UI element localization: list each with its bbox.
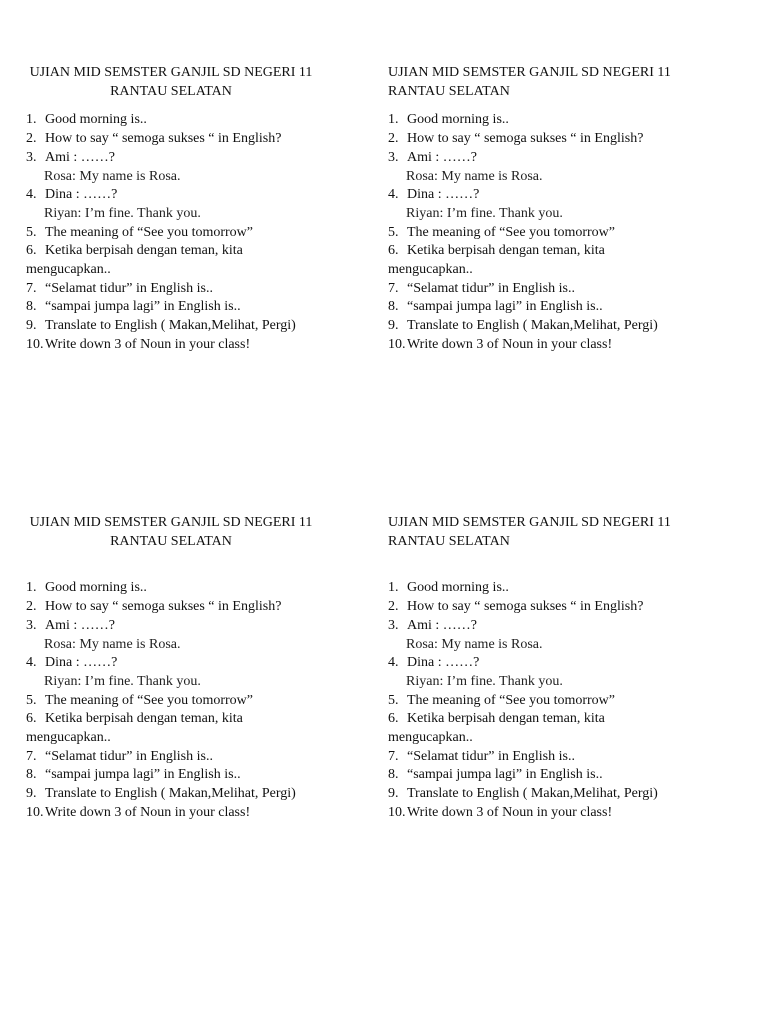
question-number: 5. — [388, 692, 399, 708]
question-number: 3. — [26, 617, 37, 633]
question-number: 1. — [26, 580, 37, 596]
question-number: 7. — [388, 748, 399, 764]
exam-title — [388, 514, 698, 551]
question-6 — [388, 710, 698, 729]
question-6 — [388, 242, 698, 261]
question-number: 7. — [26, 280, 37, 296]
question-9 — [388, 785, 698, 804]
question-number: 1. — [388, 580, 399, 596]
question-number: 3. — [388, 617, 399, 633]
question-5 — [26, 224, 336, 243]
exam-title — [388, 64, 698, 101]
question-10 — [388, 336, 698, 355]
question-number: 5. — [26, 692, 37, 708]
question-text: Ketika berpisah dengan teman, kita — [45, 711, 243, 727]
question-number: 5. — [26, 224, 37, 240]
question-2 — [388, 130, 698, 149]
question-text: “sampai jumpa lagi” in English is.. — [407, 299, 603, 315]
question-text: Ketika berpisah dengan teman, kita — [45, 243, 243, 259]
exam-sheet-bottom-left — [26, 514, 336, 823]
question-text: How to say “ semoga sukses “ in English? — [407, 131, 644, 147]
question-8 — [26, 298, 336, 317]
question-2 — [26, 598, 336, 617]
question-text: Dina : ……? — [407, 655, 480, 671]
question-5 — [26, 692, 336, 711]
question-number: 10. — [388, 336, 406, 352]
exam-sheet-top-left — [26, 64, 336, 355]
question-text: Good morning is.. — [45, 580, 147, 596]
question-text: Good morning is.. — [45, 112, 147, 128]
question-number: 10. — [26, 336, 44, 352]
question-text: “Selamat tidur” in English is.. — [407, 280, 575, 296]
question-text: The meaning of “See you tomorrow” — [407, 692, 615, 708]
question-6-continuation: mengucapkan.. — [26, 262, 111, 278]
question-9 — [26, 317, 336, 336]
question-8 — [388, 766, 698, 785]
question-4-answer: Riyan: I’m fine. Thank you. — [44, 673, 201, 689]
question-10 — [26, 804, 336, 823]
question-text: Dina : ……? — [407, 187, 480, 203]
question-1 — [26, 111, 336, 130]
question-4-answer: Riyan: I’m fine. Thank you. — [406, 205, 563, 221]
question-6-continuation: mengucapkan.. — [26, 730, 111, 746]
question-9 — [388, 317, 698, 336]
question-number: 6. — [26, 711, 37, 727]
question-text: Ketika berpisah dengan teman, kita — [407, 243, 605, 259]
question-text: “Selamat tidur” in English is.. — [45, 280, 213, 296]
question-7 — [388, 748, 698, 767]
question-number: 4. — [26, 655, 37, 671]
question-6-continuation: mengucapkan.. — [388, 730, 473, 746]
question-7 — [26, 748, 336, 767]
question-text: Ami : ……? — [407, 149, 477, 165]
question-4-answer: Riyan: I’m fine. Thank you. — [44, 205, 201, 221]
question-text: How to say “ semoga sukses “ in English? — [45, 131, 282, 147]
question-6 — [26, 242, 336, 261]
question-text: Write down 3 of Noun in your class! — [407, 804, 613, 820]
question-5 — [388, 692, 698, 711]
question-number: 1. — [388, 112, 399, 128]
question-text: Dina : ……? — [45, 655, 118, 671]
question-text: Write down 3 of Noun in your class! — [45, 804, 251, 820]
question-text: “Selamat tidur” in English is.. — [407, 748, 575, 764]
question-number: 7. — [388, 280, 399, 296]
question-text: “Selamat tidur” in English is.. — [45, 748, 213, 764]
question-text: Ketika berpisah dengan teman, kita — [407, 711, 605, 727]
question-number: 6. — [388, 243, 399, 259]
question-text: Ami : ……? — [45, 617, 115, 633]
question-1 — [388, 579, 698, 598]
question-number: 3. — [26, 149, 37, 165]
exam-sheet-top-right — [388, 64, 698, 355]
question-text: The meaning of “See you tomorrow” — [45, 692, 253, 708]
question-5 — [388, 224, 698, 243]
question-number: 8. — [388, 299, 399, 315]
question-text: Translate to English ( Makan,Melihat, Pergi) — [45, 318, 296, 334]
question-3-answer: Rosa: My name is Rosa. — [406, 168, 543, 184]
question-8 — [388, 298, 698, 317]
question-text: The meaning of “See you tomorrow” — [45, 224, 253, 240]
question-8 — [26, 766, 336, 785]
question-number: 8. — [388, 767, 399, 783]
exam-title-line1: UJIAN MID SEMSTER GANJIL SD NEGERI 11 — [388, 65, 671, 80]
question-1 — [26, 579, 336, 598]
question-number: 8. — [26, 767, 37, 783]
question-3 — [26, 617, 336, 636]
exam-title — [26, 64, 316, 101]
exam-title-line2: RANTAU SELATAN — [388, 533, 510, 549]
question-text: “sampai jumpa lagi” in English is.. — [407, 767, 603, 783]
exam-sheet-bottom-right — [388, 514, 698, 823]
question-text: Ami : ……? — [45, 149, 115, 165]
question-4 — [388, 654, 698, 673]
exam-title-line2: RANTAU SELATAN — [388, 83, 510, 99]
question-3 — [388, 149, 698, 168]
question-text: Write down 3 of Noun in your class! — [45, 336, 251, 352]
question-3-answer: Rosa: My name is Rosa. — [44, 636, 181, 652]
question-text: Translate to English ( Makan,Melihat, Pergi) — [407, 318, 658, 334]
question-4-answer: Riyan: I’m fine. Thank you. — [406, 673, 563, 689]
question-4 — [26, 186, 336, 205]
question-number: 2. — [26, 599, 37, 615]
question-10 — [26, 336, 336, 355]
question-text: “sampai jumpa lagi” in English is.. — [45, 767, 241, 783]
exam-title-line1: UJIAN MID SEMSTER GANJIL SD NEGERI 11 — [29, 65, 313, 80]
question-6-continuation: mengucapkan.. — [388, 262, 473, 278]
question-number: 2. — [26, 131, 37, 147]
question-4 — [388, 186, 698, 205]
question-number: 6. — [26, 243, 37, 259]
exam-title — [26, 514, 316, 551]
question-number: 1. — [26, 112, 37, 128]
question-text: Good morning is.. — [407, 580, 509, 596]
question-number: 4. — [388, 187, 399, 203]
exam-title-line1: UJIAN MID SEMSTER GANJIL SD NEGERI 11 — [388, 515, 671, 530]
question-4 — [26, 654, 336, 673]
question-number: 10. — [26, 804, 44, 820]
question-number: 5. — [388, 224, 399, 240]
question-7 — [388, 280, 698, 299]
question-3 — [26, 149, 336, 168]
exam-title-line2: RANTAU SELATAN — [110, 533, 232, 549]
question-3 — [388, 617, 698, 636]
question-6 — [26, 710, 336, 729]
question-text: Write down 3 of Noun in your class! — [407, 336, 613, 352]
question-number: 9. — [26, 786, 37, 802]
question-text: Dina : ……? — [45, 187, 118, 203]
question-text: Good morning is.. — [407, 112, 509, 128]
question-text: The meaning of “See you tomorrow” — [407, 224, 615, 240]
question-number: 2. — [388, 599, 399, 615]
question-2 — [388, 598, 698, 617]
question-number: 3. — [388, 149, 399, 165]
question-text: “sampai jumpa lagi” in English is.. — [45, 299, 241, 315]
question-1 — [388, 111, 698, 130]
question-number: 4. — [26, 187, 37, 203]
question-number: 7. — [26, 748, 37, 764]
question-text: Ami : ……? — [407, 617, 477, 633]
exam-title-line1: UJIAN MID SEMSTER GANJIL SD NEGERI 11 — [29, 515, 313, 530]
question-text: Translate to English ( Makan,Melihat, Pergi) — [407, 786, 658, 802]
question-number: 9. — [388, 786, 399, 802]
question-number: 2. — [388, 131, 399, 147]
question-7 — [26, 280, 336, 299]
question-9 — [26, 785, 336, 804]
question-number: 6. — [388, 711, 399, 727]
question-3-answer: Rosa: My name is Rosa. — [44, 168, 181, 184]
question-10 — [388, 804, 698, 823]
question-text: How to say “ semoga sukses “ in English? — [407, 599, 644, 615]
question-number: 4. — [388, 655, 399, 671]
question-number: 8. — [26, 299, 37, 315]
question-number: 9. — [26, 318, 37, 334]
question-text: Translate to English ( Makan,Melihat, Pergi) — [45, 786, 296, 802]
question-number: 10. — [388, 804, 406, 820]
question-2 — [26, 130, 336, 149]
question-3-answer: Rosa: My name is Rosa. — [406, 636, 543, 652]
question-number: 9. — [388, 318, 399, 334]
exam-title-line2: RANTAU SELATAN — [110, 83, 232, 99]
question-text: How to say “ semoga sukses “ in English? — [45, 599, 282, 615]
